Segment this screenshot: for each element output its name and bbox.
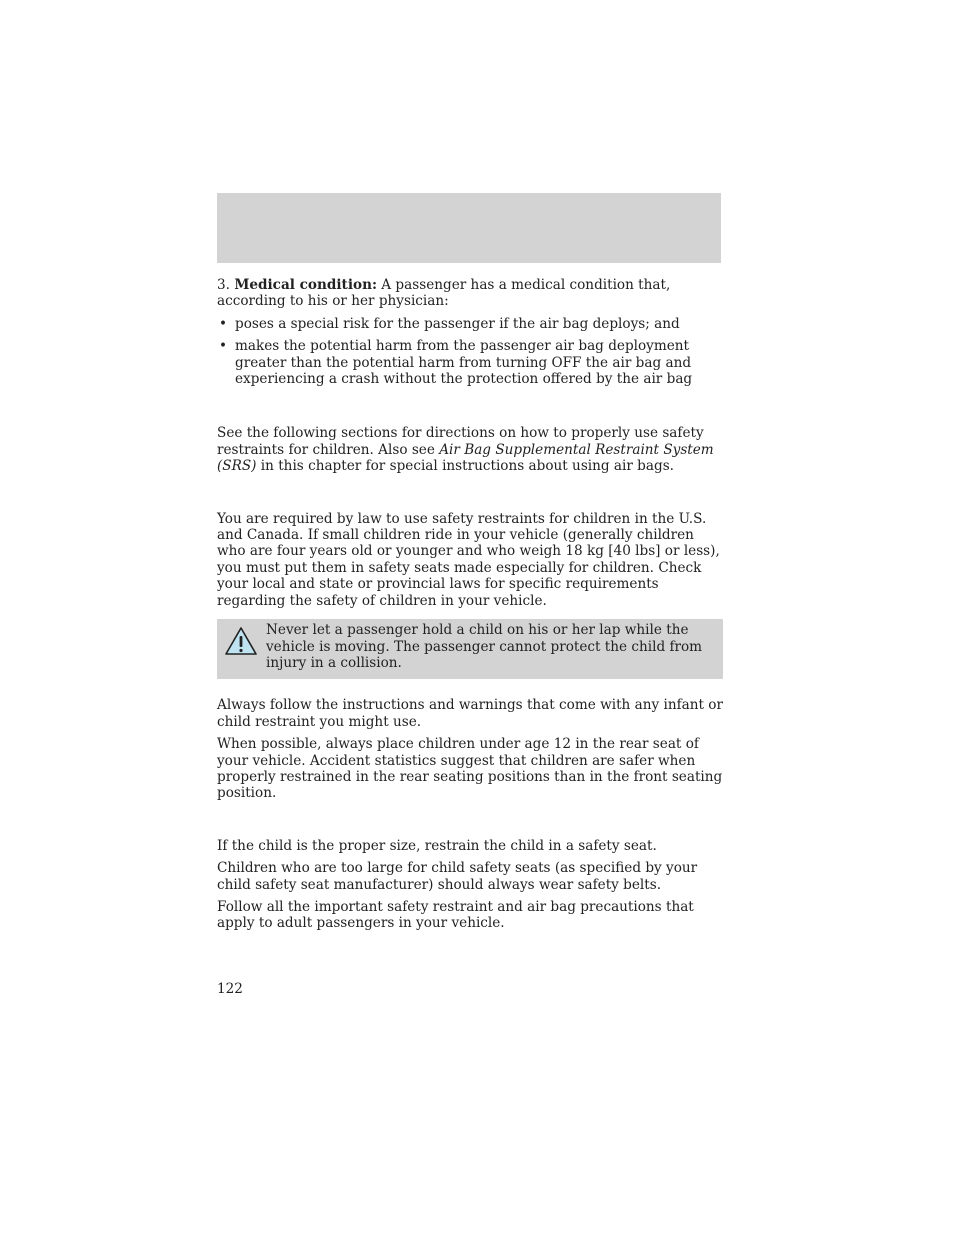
list-item [217,316,723,332]
intro-text-before: See the following sections for directions on how to properly use safety restraints for children. Also see [217,425,704,458]
warning-triangle-icon [224,626,258,656]
warning-box [217,619,723,679]
precautions-paragraph: Follow all the important safety restraint and air bag precautions that apply to adult passengers in your vehicle. [217,898,694,932]
medical-condition-number: 3. [217,277,230,293]
bullet-icon: • [219,338,228,355]
bullet-icon: • [219,315,228,332]
spacer [217,393,723,425]
proper-size-paragraph: If the child is the proper size, restrain the child in a safety seat. [217,837,657,854]
rear-seat-paragraph: When possible, always place children under age 12 in the rear seat of your vehicle. Accident statistics suggest that children are safer when properly restrained in the rear seating positions than in the front seating position. [217,736,723,802]
spacer [217,475,723,511]
spacer [217,802,723,838]
page-content [217,277,723,932]
intro-text-after: in this chapter for special instructions about using air bags. [260,458,674,475]
medical-condition-list [217,316,723,388]
page-number: 122 [217,981,243,997]
law-paragraph: You are required by law to use safety restraints for children in the U.S. and Canada. If small children ride in your vehicle (generally children who are four years old or younger and who weigh 18 kg [40 lbs] or less), you must put them in safety seats made especially for children. Check your local and state or provincial laws for specific requirements regarding the safety of children in your vehicle. [217,510,720,609]
list-item [217,338,723,387]
warning-text: Never let a passenger hold a child on his or her lap while the vehicle is moving. The passenger cannot protect the child from injury in a collision. [266,622,703,671]
section-header-band [217,193,721,263]
intro-paragraph [217,425,723,474]
list-item-text: poses a special risk for the passenger if the air bag deploys; and [235,315,680,332]
list-item-text: makes the potential harm from the passenger air bag deployment greater than the potential harm from turning OFF the air bag and experiencing a crash without the protection offered by the air bag [235,338,693,388]
instructions-paragraph: Always follow the instructions and warnings that come with any infant or child restraint you might use. [217,697,723,730]
large-children-paragraph: Children who are too large for child safety seats (as specified by your child safety seat manufacturer) should always wear safety belts. [217,860,698,893]
medical-condition-label: Medical condition: [234,277,377,293]
spacer [217,679,723,697]
srs-reference: Air Bag Supplemental Restraint System (SRS) [217,441,714,475]
medical-condition-paragraph [217,277,723,310]
medical-condition-text: A passenger has a medical condition that, according to his or her physician: [217,277,671,310]
